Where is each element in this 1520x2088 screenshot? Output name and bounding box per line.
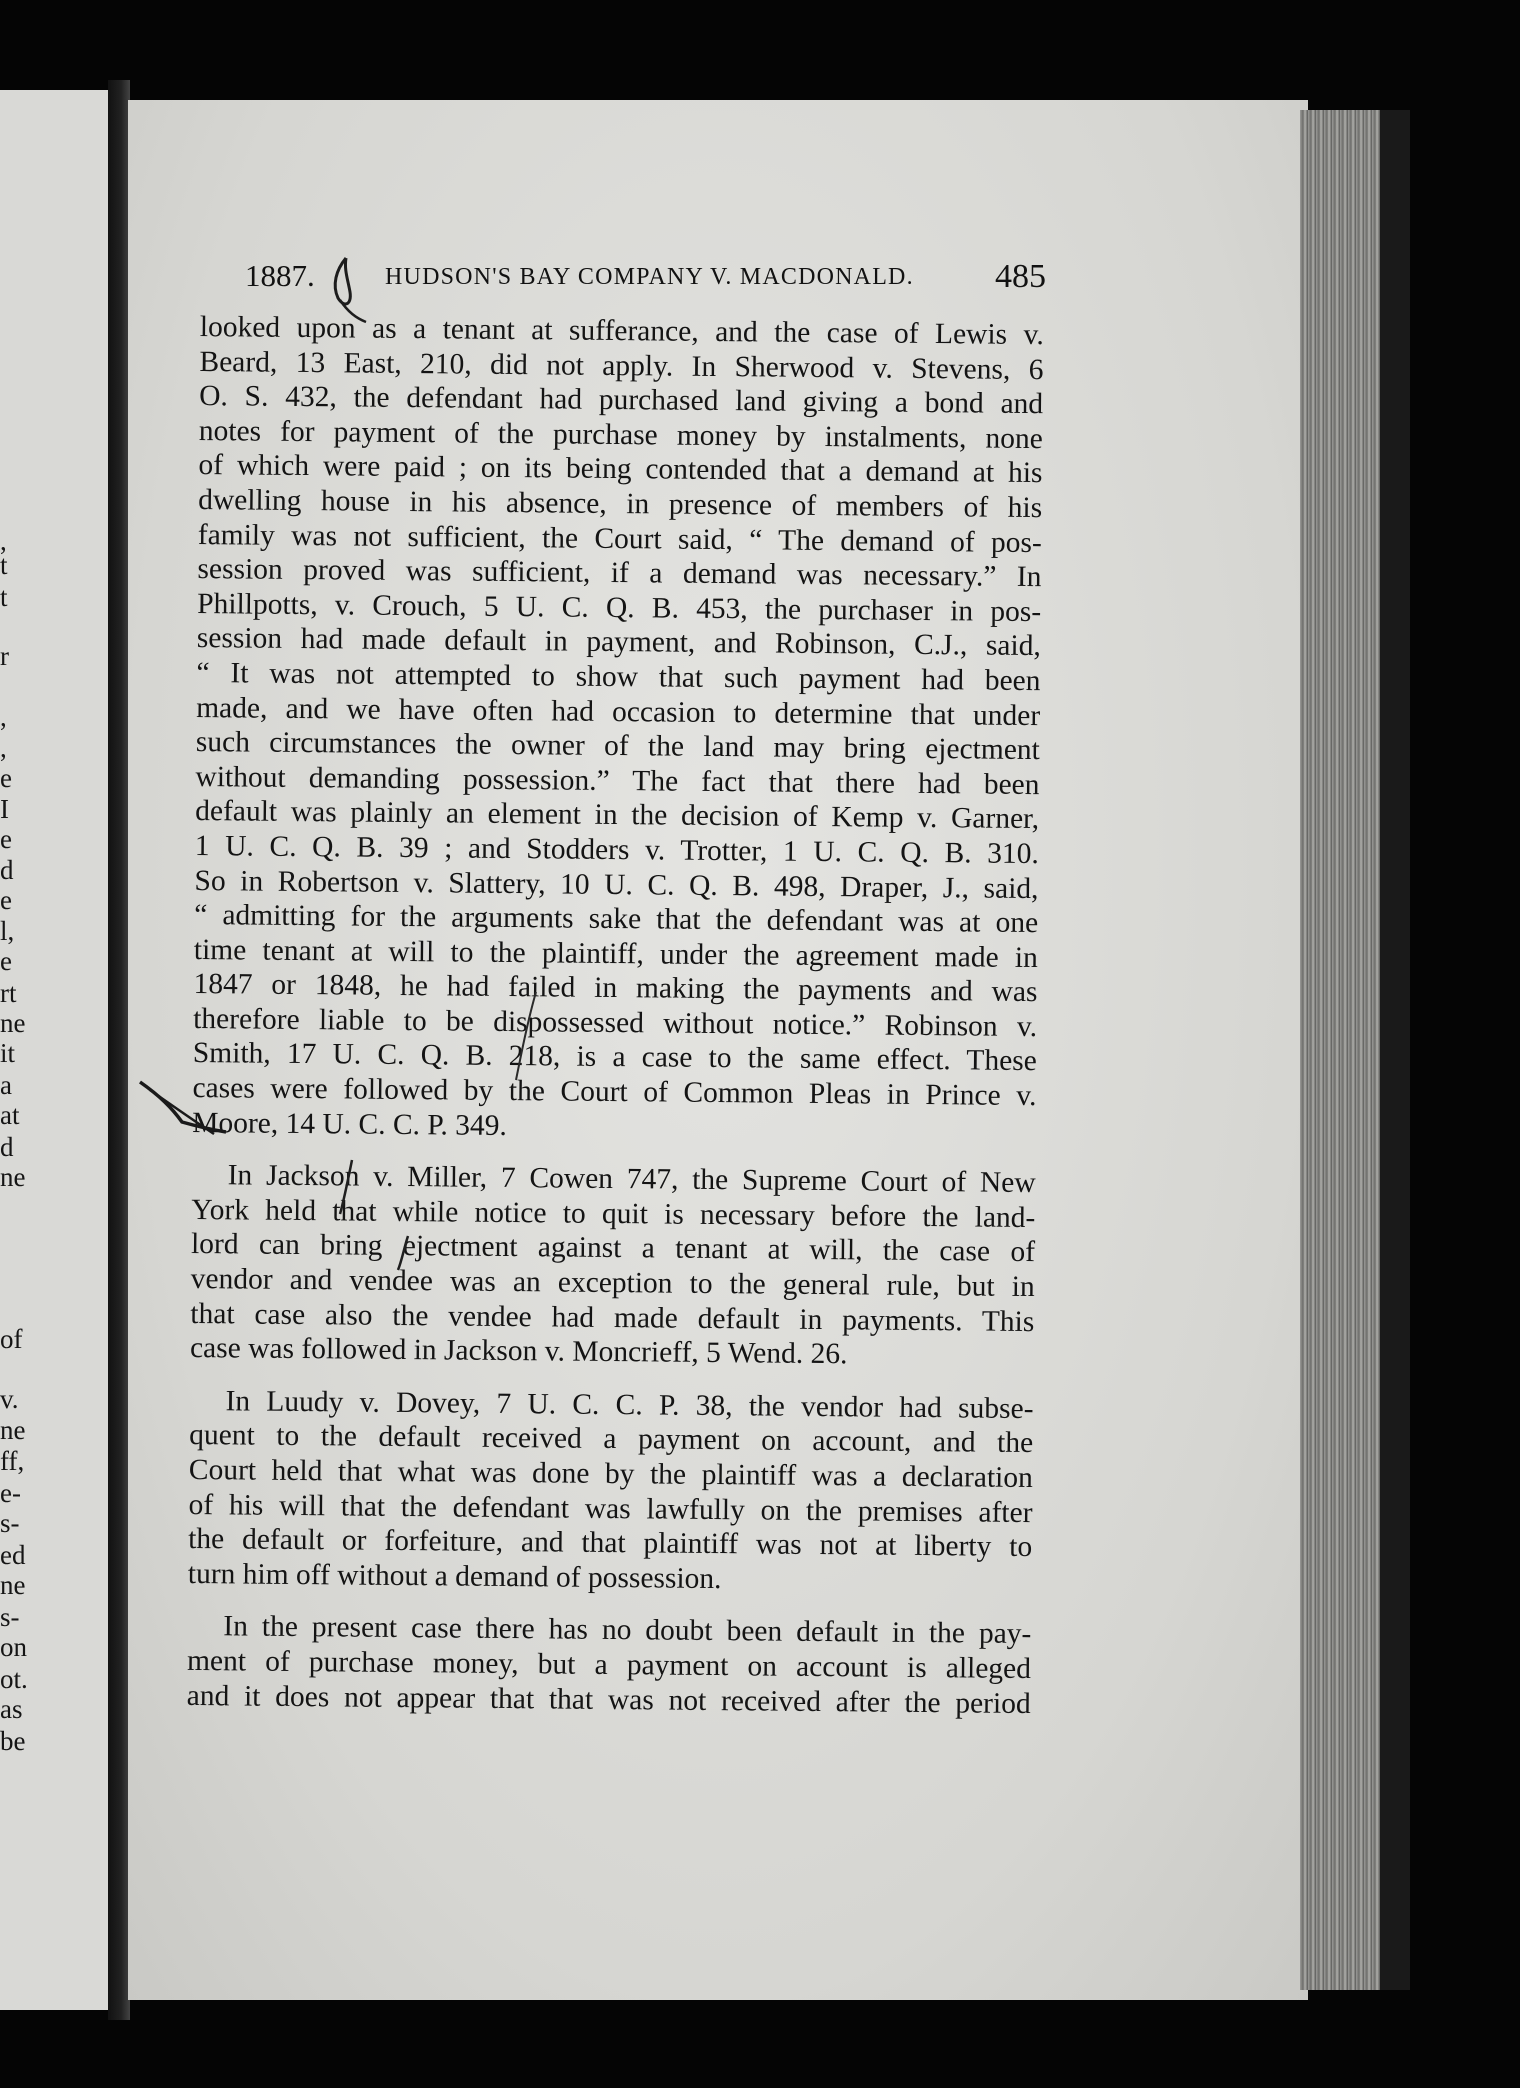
adjacent-page-fragment: s- <box>0 1602 20 1632</box>
text-line: 1847 or 1848, he had failed in making the payments and was <box>193 968 1038 1009</box>
text-line: O. S. 432, the defendant had purchased land giving a bond and <box>199 380 1044 421</box>
adjacent-page-fragment: I <box>0 794 9 824</box>
text-line: “ It was not attempted to show that such payment had been <box>196 656 1041 698</box>
text-line: lord can bring ejectment against a tenant at will, the case of <box>190 1228 1036 1269</box>
adjacent-page-fragment: ne <box>0 1008 26 1038</box>
adjacent-page-fragment: e <box>0 763 12 793</box>
header-year: 1887. <box>245 258 315 293</box>
page-number: 485 <box>995 258 1046 295</box>
text-line: turn him off without a demand of possession. <box>187 1557 722 1595</box>
text-line: case was followed in Jackson v. Moncrieff, 5 Wend. 26. <box>189 1332 848 1371</box>
body-text <box>187 310 1044 1721</box>
adjacent-page-fragment: rt <box>0 978 17 1008</box>
text-line: Court held that what was done by the plaintiff was a declaration <box>188 1453 1033 1495</box>
text-line: 1 U. C. Q. B. 39 ; and Stodders v. Trotter, 1 U. C. Q. B. 310. <box>194 829 1039 870</box>
text-line: therefore liable to be dispossessed without notice.” Robinson v. <box>193 1002 1038 1043</box>
adjacent-page-fragment: e <box>0 824 12 854</box>
adjacent-page-fragment: t <box>0 582 8 612</box>
text-line: of his will that the defendant was lawfully on the premises after <box>188 1488 1033 1529</box>
adjacent-page-fragment: as <box>0 1694 23 1724</box>
text-line: default was plainly an element in the decision of Kemp v. Garner, <box>195 795 1040 836</box>
adjacent-page-fragment: ed <box>0 1540 26 1570</box>
text-line: time tenant at will to the plaintiff, under the agreement made in <box>193 933 1038 974</box>
adjacent-page-fragment: ne <box>0 1162 26 1192</box>
adjacent-page-fragment: of <box>0 1324 23 1354</box>
adjacent-page-fragment: e <box>0 885 12 915</box>
text-line: In Jackson v. Miller, 7 Cowen 747, the Supreme Court of New <box>227 1159 1036 1200</box>
adjacent-page-fragment: s- <box>0 1508 20 1538</box>
adjacent-page-fragment: at <box>0 1100 20 1130</box>
text-line: dwelling house in his absence, in presence of members of his <box>198 483 1043 525</box>
adjacent-page-fragment: v. <box>0 1384 19 1414</box>
adjacent-page-fragment: on <box>0 1632 27 1662</box>
adjacent-page-fragment: , <box>0 702 7 732</box>
text-line: Phillpotts, v. Crouch, 5 U. C. Q. B. 453, the purchaser in pos- <box>197 587 1042 628</box>
text-line: In Luudy v. Dovey, 7 U. C. C. P. 38, the vendor had subse- <box>225 1385 1034 1425</box>
adjacent-page-fragment: , <box>0 526 7 556</box>
text-line: ment of purchase money, but a payment on account is alleged <box>186 1644 1032 1686</box>
text-line: cases were followed by the Court of Common Pleas in Prince v. <box>192 1072 1037 1113</box>
adjacent-page-fragment: it <box>0 1038 16 1068</box>
text-line: session had made default in payment, and Robinson, C.J., said, <box>196 622 1041 663</box>
book-gutter <box>108 80 130 2020</box>
adjacent-page-fragment: ne <box>0 1415 26 1445</box>
adjacent-page-fragment: e <box>0 946 12 976</box>
text-line: family was not sufficient, the Court said, “ The demand of pos- <box>197 518 1042 559</box>
page-edges <box>1300 110 1380 1990</box>
text-line: vendor and vendee was an exception to the general rule, but in <box>190 1262 1035 1304</box>
adjacent-page-fragment: , <box>0 733 7 763</box>
adjacent-page-fragment: a <box>0 1070 12 1100</box>
adjacent-page-fragment: e- <box>0 1478 21 1508</box>
adjacent-page-fragment: ne <box>0 1570 26 1600</box>
text-line: notes for payment of the purchase money by instalments, none <box>198 414 1043 455</box>
text-line: York held that while notice to quit is necessary before the land- <box>191 1193 1036 1234</box>
text-line: “ admitting for the arguments sake that the defendant was at one <box>194 899 1039 940</box>
text-line: Moore, 14 U. C. C. P. 349. <box>192 1106 508 1142</box>
text-line: In the present case there has no doubt been default in the pay- <box>223 1610 1032 1651</box>
adjacent-page-fragment: l, <box>0 916 15 946</box>
text-line: Beard, 13 East, 210, did not apply. In Sherwood v. Stevens, 6 <box>199 345 1044 386</box>
text-line: the default or forfeiture, and that plaintiff was not at liberty to <box>188 1523 1033 1564</box>
text-line: looked upon as a tenant at sufferance, and the case of Lewis v. <box>199 310 1044 352</box>
page-edges-shadow <box>1380 110 1410 1990</box>
adjacent-page-fragment: be <box>0 1726 26 1756</box>
text-line: such circumstances the owner of the land may bring ejectment <box>195 726 1040 767</box>
text-line: and it does not appear that that was not received after the period <box>186 1679 1031 1720</box>
text-line: without demanding possession.” The fact that there had been <box>195 760 1040 801</box>
text-line: made, and we have often had occasion to determine that under <box>196 691 1041 732</box>
adjacent-page-fragment: d <box>0 855 14 885</box>
adjacent-page-fragment: t <box>0 550 8 580</box>
running-title: HUDSON'S BAY COMPANY V. MACDONALD. <box>385 264 914 290</box>
text-line: session proved was sufficient, if a demand was necessary.” In <box>197 553 1042 594</box>
text-line: of which were paid ; on its being contended that a demand at his <box>198 449 1043 490</box>
adjacent-page-fragment: ff, <box>0 1446 25 1476</box>
running-header <box>245 258 1045 298</box>
text-line: that case also the vendee had made default in payments. This <box>190 1297 1035 1338</box>
text-line: Smith, 17 U. C. Q. B. 218, is a case to the same effect. These <box>192 1037 1037 1078</box>
adjacent-page-fragment: d <box>0 1132 14 1162</box>
adjacent-page-fragment: r <box>0 641 9 671</box>
adjacent-page <box>0 90 118 2010</box>
text-line: So in Robertson v. Slattery, 10 U. C. Q. B. 498, Draper, J., said, <box>194 864 1039 905</box>
adjacent-page-fragment: ot. <box>0 1664 28 1694</box>
text-line: quent to the default received a payment on account, and the <box>189 1419 1034 1460</box>
